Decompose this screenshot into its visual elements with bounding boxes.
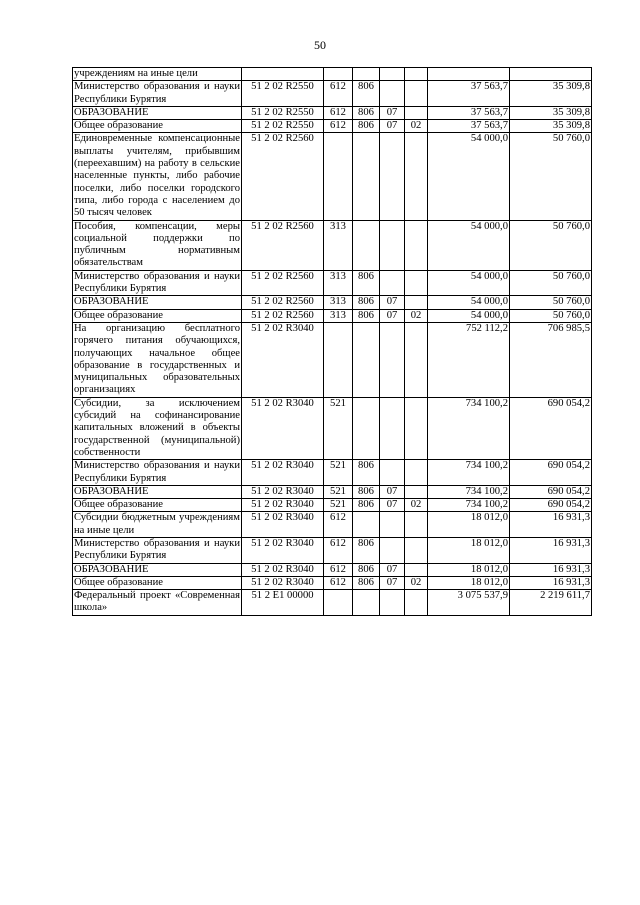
subsection-code-cell <box>405 590 428 616</box>
section-code-cell: 07 <box>380 563 405 576</box>
amount-year-2-cell: 50 760,0 <box>510 270 592 296</box>
ministry-code-cell: 806 <box>353 296 380 309</box>
ministry-code-cell: 806 <box>353 499 380 512</box>
row-name-cell: учреждениям на иные цели <box>73 68 242 81</box>
ministry-code-cell <box>353 397 380 459</box>
subsection-code-cell <box>405 512 428 538</box>
section-code-cell <box>380 590 405 616</box>
amount-year-1-cell: 734 100,2 <box>428 397 510 459</box>
amount-year-2-cell: 50 760,0 <box>510 220 592 270</box>
target-article-cell: 51 2 02 R2550 <box>242 81 324 107</box>
table-row <box>73 397 592 459</box>
subsection-code-cell <box>405 106 428 119</box>
section-code-cell: 07 <box>380 485 405 498</box>
expense-type-cell <box>324 68 353 81</box>
subsection-code-cell <box>405 322 428 397</box>
target-article-cell: 51 2 E1 00000 <box>242 590 324 616</box>
amount-year-2-cell: 16 931,3 <box>510 576 592 589</box>
expense-type-cell: 612 <box>324 120 353 133</box>
expense-type-cell: 313 <box>324 270 353 296</box>
subsection-code-cell <box>405 81 428 107</box>
target-article-cell: 51 2 02 R2560 <box>242 133 324 220</box>
target-article-cell: 51 2 02 R3040 <box>242 537 324 563</box>
amount-year-1-cell: 752 112,2 <box>428 322 510 397</box>
row-name-cell: Министерство образования и науки Республики Бурятия <box>74 537 240 562</box>
amount-year-1-cell: 18 012,0 <box>428 576 510 589</box>
amount-year-1-cell: 18 012,0 <box>428 512 510 538</box>
target-article-cell: 51 2 02 R2560 <box>242 296 324 309</box>
target-article-cell: 51 2 02 R2560 <box>242 220 324 270</box>
ministry-code-cell <box>353 220 380 270</box>
budget-table-body <box>73 68 592 616</box>
table-row <box>73 576 592 589</box>
amount-year-1-cell: 18 012,0 <box>428 563 510 576</box>
ministry-code-cell <box>353 133 380 220</box>
table-row <box>73 460 592 486</box>
expense-type-cell: 612 <box>324 106 353 119</box>
row-name-cell: Общее образование <box>73 309 242 322</box>
ministry-code-cell: 806 <box>353 120 380 133</box>
subsection-code-cell <box>405 296 428 309</box>
amount-year-2-cell <box>510 68 592 81</box>
amount-year-1-cell: 54 000,0 <box>428 133 510 220</box>
expense-type-cell: 313 <box>324 220 353 270</box>
ministry-code-cell: 806 <box>353 576 380 589</box>
amount-year-1-cell: 54 000,0 <box>428 270 510 296</box>
target-article-cell: 51 2 02 R2550 <box>242 106 324 119</box>
row-name-cell: Федеральный проект «Современная школа» <box>74 590 240 614</box>
target-article-cell: 51 2 02 R3040 <box>242 576 324 589</box>
row-name-cell: Субсидии, за исключением субсидий на софинансирование капитальных вложений в объекты государственной (муниципальной) собственности <box>74 397 240 458</box>
section-code-cell: 07 <box>380 499 405 512</box>
target-article-cell: 51 2 02 R3040 <box>242 460 324 486</box>
target-article-cell: 51 2 02 R3040 <box>242 485 324 498</box>
amount-year-2-cell: 2 219 611,7 <box>510 590 592 616</box>
row-name-cell: Единовременные компенсационные выплаты учителям, прибывшим (переехавшим) на работу в сельские населенные пункты, либо рабочие поселки, либо поселки городского типа, либо города с населением до 50 тысяч человек <box>74 133 240 219</box>
expense-type-cell: 612 <box>324 576 353 589</box>
expense-type-cell: 521 <box>324 460 353 486</box>
ministry-code-cell: 806 <box>353 460 380 486</box>
amount-year-1-cell: 54 000,0 <box>428 309 510 322</box>
amount-year-2-cell: 16 931,3 <box>510 537 592 563</box>
ministry-code-cell: 806 <box>353 563 380 576</box>
section-code-cell <box>380 397 405 459</box>
amount-year-1-cell: 37 563,7 <box>428 106 510 119</box>
ministry-code-cell <box>353 590 380 616</box>
target-article-cell <box>242 68 324 81</box>
row-name-cell: ОБРАЗОВАНИЕ <box>73 563 242 576</box>
target-article-cell: 51 2 02 R3040 <box>242 397 324 459</box>
table-row <box>73 563 592 576</box>
section-code-cell <box>380 537 405 563</box>
ministry-code-cell: 806 <box>353 309 380 322</box>
expense-type-cell: 612 <box>324 563 353 576</box>
section-code-cell: 07 <box>380 296 405 309</box>
expense-type-cell: 612 <box>324 512 353 538</box>
amount-year-1-cell: 734 100,2 <box>428 499 510 512</box>
amount-year-1-cell: 18 012,0 <box>428 537 510 563</box>
target-article-cell: 51 2 02 R2560 <box>242 270 324 296</box>
ministry-code-cell <box>353 322 380 397</box>
ministry-code-cell <box>353 68 380 81</box>
subsection-code-cell: 02 <box>405 576 428 589</box>
section-code-cell <box>380 512 405 538</box>
target-article-cell: 51 2 02 R3040 <box>242 499 324 512</box>
table-row <box>73 68 592 81</box>
expense-type-cell: 313 <box>324 296 353 309</box>
row-name-cell: Министерство образования и науки Республики Бурятия <box>74 460 240 484</box>
target-article-cell: 51 2 02 R3040 <box>242 512 324 538</box>
subsection-code-cell <box>405 485 428 498</box>
expense-type-cell <box>324 590 353 616</box>
ministry-code-cell: 806 <box>353 485 380 498</box>
subsection-code-cell <box>405 220 428 270</box>
ministry-code-cell: 806 <box>353 537 380 563</box>
row-name-cell: ОБРАЗОВАНИЕ <box>73 485 242 498</box>
amount-year-2-cell: 706 985,5 <box>510 322 592 397</box>
subsection-code-cell <box>405 133 428 220</box>
amount-year-2-cell: 690 054,2 <box>510 460 592 486</box>
amount-year-1-cell: 54 000,0 <box>428 220 510 270</box>
amount-year-1-cell: 734 100,2 <box>428 460 510 486</box>
table-row <box>73 322 592 397</box>
expense-type-cell: 612 <box>324 537 353 563</box>
ministry-code-cell: 806 <box>353 81 380 107</box>
amount-year-1-cell <box>428 68 510 81</box>
section-code-cell <box>380 220 405 270</box>
subsection-code-cell: 02 <box>405 120 428 133</box>
target-article-cell: 51 2 02 R2560 <box>242 309 324 322</box>
amount-year-2-cell: 35 309,8 <box>510 106 592 119</box>
target-article-cell: 51 2 02 R2550 <box>242 120 324 133</box>
row-name-cell: Общее образование <box>73 576 242 589</box>
page-number: 50 <box>314 38 326 52</box>
section-code-cell <box>380 133 405 220</box>
subsection-code-cell <box>405 460 428 486</box>
section-code-cell: 07 <box>380 106 405 119</box>
table-row <box>73 296 592 309</box>
expense-type-cell <box>324 133 353 220</box>
amount-year-1-cell: 3 075 537,9 <box>428 590 510 616</box>
ministry-code-cell: 806 <box>353 270 380 296</box>
target-article-cell: 51 2 02 R3040 <box>242 322 324 397</box>
subsection-code-cell <box>405 397 428 459</box>
table-row <box>73 512 592 538</box>
section-code-cell: 07 <box>380 576 405 589</box>
table-row <box>73 220 592 270</box>
amount-year-2-cell: 50 760,0 <box>510 296 592 309</box>
subsection-code-cell: 02 <box>405 499 428 512</box>
amount-year-2-cell: 690 054,2 <box>510 499 592 512</box>
section-code-cell <box>380 322 405 397</box>
row-name-cell: Общее образование <box>73 499 242 512</box>
amount-year-1-cell: 734 100,2 <box>428 485 510 498</box>
amount-year-1-cell: 54 000,0 <box>428 296 510 309</box>
section-code-cell <box>380 81 405 107</box>
table-row <box>73 590 592 616</box>
table-row <box>73 81 592 107</box>
amount-year-2-cell: 50 760,0 <box>510 309 592 322</box>
section-code-cell <box>380 68 405 81</box>
amount-year-2-cell: 50 760,0 <box>510 133 592 220</box>
subsection-code-cell <box>405 270 428 296</box>
section-code-cell: 07 <box>380 120 405 133</box>
row-name-cell: Министерство образования и науки Республики Бурятия <box>74 270 240 295</box>
amount-year-2-cell: 690 054,2 <box>510 485 592 498</box>
budget-table <box>72 67 592 616</box>
expense-type-cell: 521 <box>324 499 353 512</box>
row-name-cell: Субсидии бюджетным учреждениям на иные цели <box>74 512 240 536</box>
subsection-code-cell: 02 <box>405 309 428 322</box>
amount-year-2-cell: 16 931,3 <box>510 512 592 538</box>
section-code-cell <box>380 460 405 486</box>
table-row <box>73 120 592 133</box>
target-article-cell: 51 2 02 R3040 <box>242 563 324 576</box>
table-row <box>73 499 592 512</box>
expense-type-cell: 521 <box>324 397 353 459</box>
subsection-code-cell <box>405 68 428 81</box>
row-name-cell: Министерство образования и науки Республики Бурятия <box>74 81 240 105</box>
ministry-code-cell: 806 <box>353 106 380 119</box>
row-name-cell: Пособия, компенсации, меры социальной поддержки по публичным нормативным обязательствам <box>74 220 240 269</box>
section-code-cell: 07 <box>380 309 405 322</box>
amount-year-2-cell: 690 054,2 <box>510 397 592 459</box>
row-name-cell: Общее образование <box>73 120 242 133</box>
amount-year-2-cell: 16 931,3 <box>510 563 592 576</box>
table-row <box>73 485 592 498</box>
table-row <box>73 270 592 296</box>
expense-type-cell: 521 <box>324 485 353 498</box>
table-row <box>73 309 592 322</box>
table-row <box>73 537 592 563</box>
expense-type-cell <box>324 322 353 397</box>
section-code-cell <box>380 270 405 296</box>
ministry-code-cell <box>353 512 380 538</box>
expense-type-cell: 612 <box>324 81 353 107</box>
amount-year-1-cell: 37 563,7 <box>428 81 510 107</box>
table-row <box>73 106 592 119</box>
amount-year-2-cell: 35 309,8 <box>510 81 592 107</box>
amount-year-2-cell: 35 309,8 <box>510 120 592 133</box>
row-name-cell: На организацию бесплатного горячего питания обучающихся, получающих начальное общее образование в государственных и муниципальных образовательных организациях <box>74 322 240 396</box>
subsection-code-cell <box>405 537 428 563</box>
subsection-code-cell <box>405 563 428 576</box>
expense-type-cell: 313 <box>324 309 353 322</box>
row-name-cell: ОБРАЗОВАНИЕ <box>73 106 242 119</box>
amount-year-1-cell: 37 563,7 <box>428 120 510 133</box>
table-row <box>73 133 592 220</box>
row-name-cell: ОБРАЗОВАНИЕ <box>73 296 242 309</box>
